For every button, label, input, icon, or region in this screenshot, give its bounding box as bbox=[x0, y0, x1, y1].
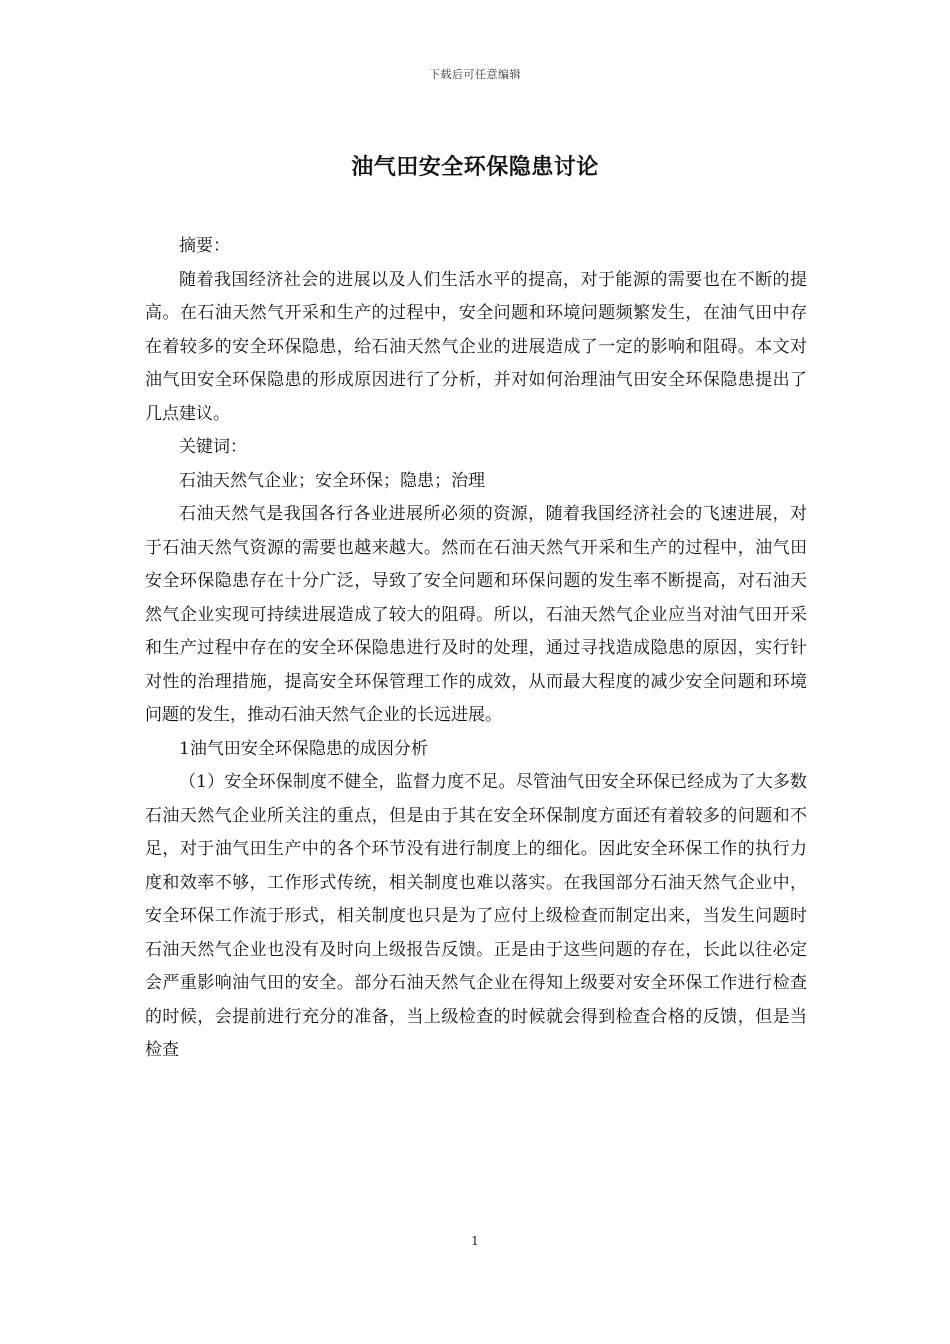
abstract-paragraph: 随着我国经济社会的进展以及人们生活水平的提高，对于能源的需要也在不断的提高。在石油天然气开采和生产的过程中，安全问题和环境问题频繁发生，在油气田中存在着较多的安全环保隐患，给石油天然气企业的进展造成了一定的影响和阻碍。本文对油气田安全环保隐患的形成原因进行了分析，并对如何治理油气田安全环保隐患提出了几点建议。 bbox=[145, 269, 807, 424]
page-number: 1 bbox=[471, 1234, 479, 1248]
section-paragraph: （1）安全环保制度不健全，监督力度不足。尽管油气田安全环保已经成为了大多数石油天然气企业所关注的重点，但是由于其在安全环保制度方面还有着较多的问题和不足，对于油气田生产中的各个环节没有进行制度上的细化。因此安全环保工作的执行力度和效率不够，工作形式传统，相关制度也难以落实。在我国部分石油天然气企业中，安全环保工作流于形式，相关制度也只是为了应付上级检查而制定出来，当发生问题时石油天然气企业也没有及时向上级报告反馈。正是由于这些问题的存在，长此以往必定会严重影响油气田的安全。部分石油天然气企业在得知上级要对安全环保工作进行检查的时候，会提前进行充分的准备，当上级检查的时候就会得到检查合格的反馈，但是当检查 bbox=[145, 772, 807, 1060]
header-note: 下载后可任意编辑 bbox=[429, 68, 521, 81]
page-title: 油气田安全环保隐患讨论 bbox=[351, 154, 599, 180]
abstract-label: 摘要： bbox=[179, 236, 230, 256]
section-heading: 1油气田安全环保隐患的成因分析 bbox=[179, 738, 428, 759]
intro-paragraph: 石油天然气是我国各行各业进展所必须的资源，随着我国经济社会的飞速进展，对于石油天然气资源的需要也越来越大。然而在石油天然气开采和生产的过程中，油气田安全环保隐患存在十分广泛，导致了安全问题和环保问题的发生率不断提高，对石油天然气企业实现可持续进展造成了较大的阻碍。所以，石油天然气企业应当对油气田开采和生产过程中存在的安全环保隐患进行及时的处理，通过寻找造成隐患的原因，实行针对性的治理措施，提高安全环保管理工作的成效，从而最大程度的减少安全问题和环境问题的发生，推动石油天然气企业的长远进展。 bbox=[145, 504, 807, 725]
keywords-label: 关键词： bbox=[179, 437, 247, 457]
keywords-text: 石油天然气企业；安全环保；隐患；治理 bbox=[179, 470, 485, 491]
document-body bbox=[145, 230, 807, 1068]
